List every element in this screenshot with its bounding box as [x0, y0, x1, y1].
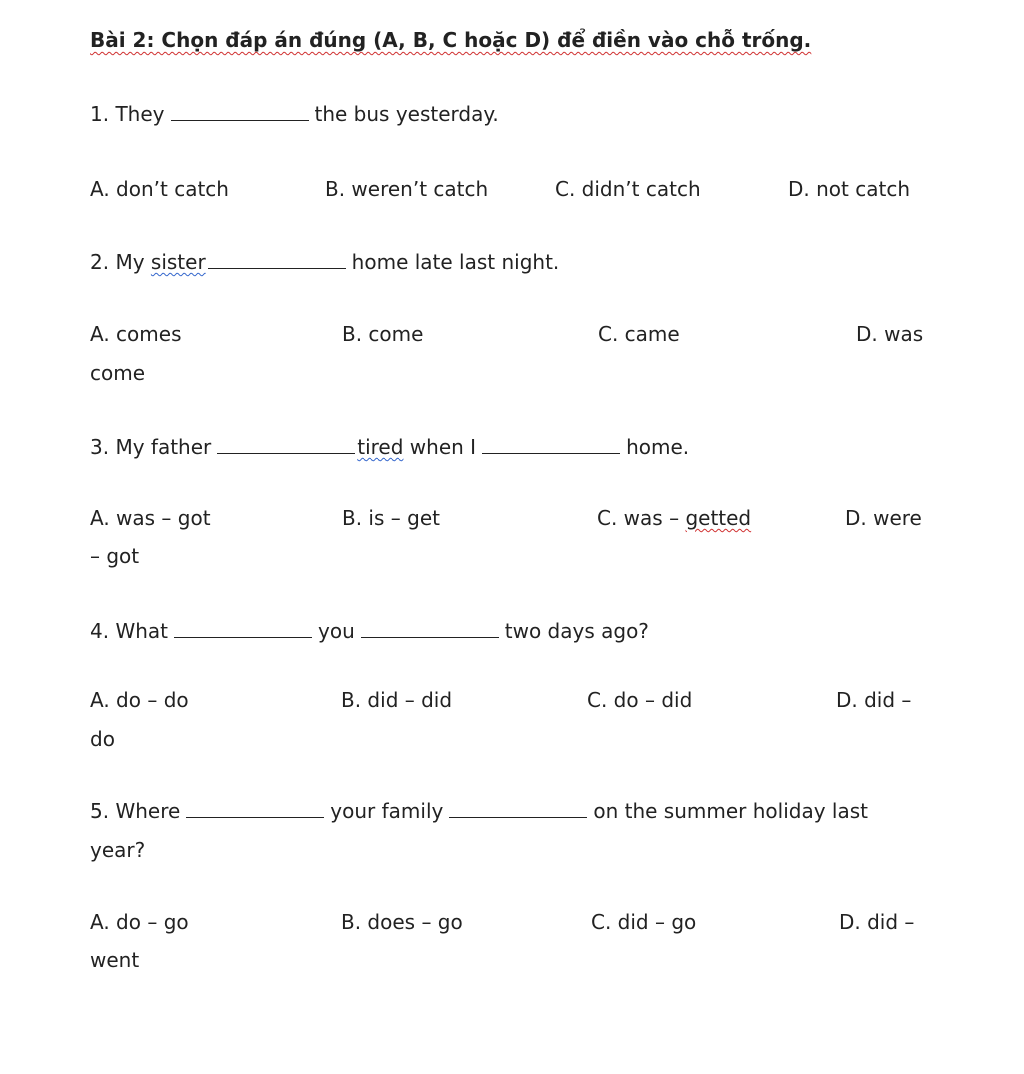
- question-text: your family: [330, 799, 444, 823]
- answer-blank: [482, 437, 620, 454]
- option-c: C. did – go: [591, 910, 697, 934]
- option-d-continued: – got: [90, 544, 140, 568]
- option-d-continued: went: [90, 948, 140, 972]
- question-5-continued: year?: [90, 838, 146, 862]
- exercise-title: Bài 2: Chọn đáp án đúng (A, B, C hoặc D) để điền vào chỗ trống.: [90, 28, 812, 52]
- answer-blank: [361, 621, 499, 638]
- question-number: 5.: [90, 799, 110, 823]
- question-2: [90, 250, 559, 274]
- option-c: C. came: [598, 322, 680, 346]
- question-1: [90, 102, 499, 126]
- question-text: My: [115, 250, 145, 274]
- spellcheck-word: sister: [150, 250, 206, 274]
- option-a: A. do – do: [90, 688, 189, 712]
- option-d: D. were: [845, 506, 922, 530]
- worksheet-page: [90, 0, 940, 1074]
- option-b: B. did – did: [341, 688, 453, 712]
- answer-blank: [208, 252, 346, 269]
- answer-blank: [186, 801, 324, 818]
- option-d: D. did –: [839, 910, 915, 934]
- answer-blank: [171, 104, 309, 121]
- question-text: home.: [626, 435, 690, 459]
- question-text: on the summer holiday last: [593, 799, 868, 823]
- question-text: you: [318, 619, 355, 643]
- question-4: [90, 619, 649, 643]
- answer-blank: [217, 437, 355, 454]
- question-text: They: [115, 102, 165, 126]
- spellcheck-word: getted: [685, 506, 752, 530]
- question-text: when I: [409, 435, 477, 459]
- option-b: B. is – get: [342, 506, 440, 530]
- question-3: [90, 435, 689, 459]
- option-a: A. do – go: [90, 910, 189, 934]
- option-d-continued: do: [90, 727, 115, 751]
- option-c: C. didn’t catch: [555, 177, 701, 201]
- question-number: 4.: [90, 619, 110, 643]
- option-b: B. does – go: [341, 910, 463, 934]
- answer-blank: [449, 801, 587, 818]
- question-5: [90, 799, 868, 823]
- question-text: two days ago?: [504, 619, 649, 643]
- option-a: A. was – got: [90, 506, 211, 530]
- question-number: 1.: [90, 102, 110, 126]
- question-text: Where: [115, 799, 181, 823]
- question-text: the bus yesterday.: [314, 102, 499, 126]
- question-number: 2.: [90, 250, 110, 274]
- option-text: C. was –: [597, 506, 686, 530]
- question-text: My father: [115, 435, 212, 459]
- option-b: B. come: [342, 322, 424, 346]
- option-c: [597, 506, 751, 530]
- question-number: 3.: [90, 435, 110, 459]
- option-a: A. comes: [90, 322, 182, 346]
- question-text: What: [115, 619, 169, 643]
- option-c: C. do – did: [587, 688, 693, 712]
- option-d: D. did –: [836, 688, 912, 712]
- spellcheck-word: tired: [357, 435, 404, 459]
- option-d-continued: come: [90, 361, 146, 385]
- option-a: A. don’t catch: [90, 177, 229, 201]
- option-b: B. weren’t catch: [325, 177, 489, 201]
- option-d: D. not catch: [788, 177, 910, 201]
- answer-blank: [174, 621, 312, 638]
- question-text: home late last night.: [351, 250, 560, 274]
- option-d: D. was: [856, 322, 924, 346]
